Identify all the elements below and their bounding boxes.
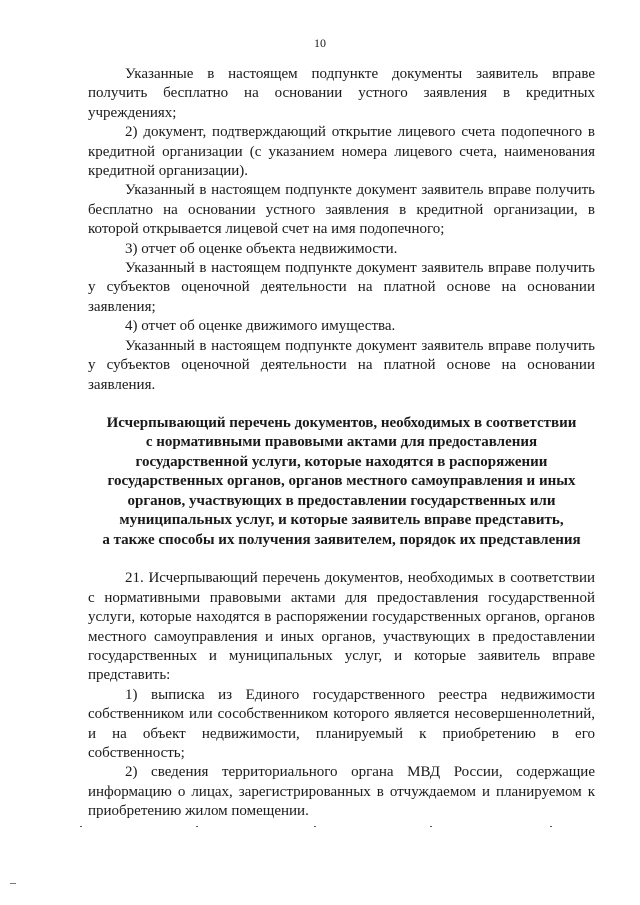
heading-line: государственной услуги, которые находятся в распоряжении [135,453,548,470]
paragraph: 21. Исчерпывающий перечень документов, необходимых в соответствии с нормативными правовыми актами для предоставления государственной услуги, которые находятся в распоряжении государственных органов, органов местного самоуправления и иных органов, участвующих в предоставлении государственных и муниципальных услуг, и которые заявитель вправе представить: [88,570,595,684]
paragraph: 3) отчет об оценке объекта недвижимости. [125,240,398,257]
paragraph: 4) отчет об оценке движимого имущества. [125,318,396,335]
heading-line: государственных органов, органов местного самоуправления и иных [107,473,576,490]
paragraph: Указанный в настоящем подпункте документ заявитель вправе получить у субъектов оценочной деятельности на платной основе на основании заявления; [88,260,595,315]
section-heading [88,414,595,551]
heading-line: с нормативными правовыми актами для предоставления [145,434,538,451]
paragraph: Указанный в настоящем подпункте документ заявитель вправе получить бесплатно на основании устного заявления в кредитной организации, в которой открывается лицевой счет на имя подопечного; [88,182,595,238]
heading-line: органов, участвующих в предоставлении государственных или [127,492,556,509]
paragraph: 1) выписка из Единого государственного реестра недвижимости собственником или сособственником которого является несовершеннолетний, и на объект недвижимости, планируемый к приобретению в его собственность; [88,686,595,762]
heading-line: а также способы их получения заявителем, порядок их представления [102,531,581,548]
heading-line: муниципальных услуг, и которые заявитель вправе представить, [119,512,564,529]
paragraph: Указанные в настоящем подпункте документы заявитель вправе получить бесплатно на основании устного заявления в кредитных учреждениях; [88,66,595,121]
document-body [88,65,595,822]
scan-edge-mark [10,883,16,884]
heading-line: Исчерпывающий перечень документов, необходимых в соответствии [106,414,577,431]
paragraph: 2) документ, подтверждающий открытие лицевого счета подопечного в кредитной организации (с указанием номера лицевого счета, наименования кредитной организации). [88,124,595,180]
scan-artifacts [78,826,558,832]
page-number: 10 [314,36,326,50]
paragraph: 2) сведения территориального органа МВД России, содержащие информацию о лицах, зарегистрированных в отчуждаемом и планируемом к приобретению жилом помещении. [88,764,595,820]
paragraph: Указанный в настоящем подпункте документ заявитель вправе получить у субъектов оценочной деятельности на платной основе на основании заявления. [88,337,595,393]
